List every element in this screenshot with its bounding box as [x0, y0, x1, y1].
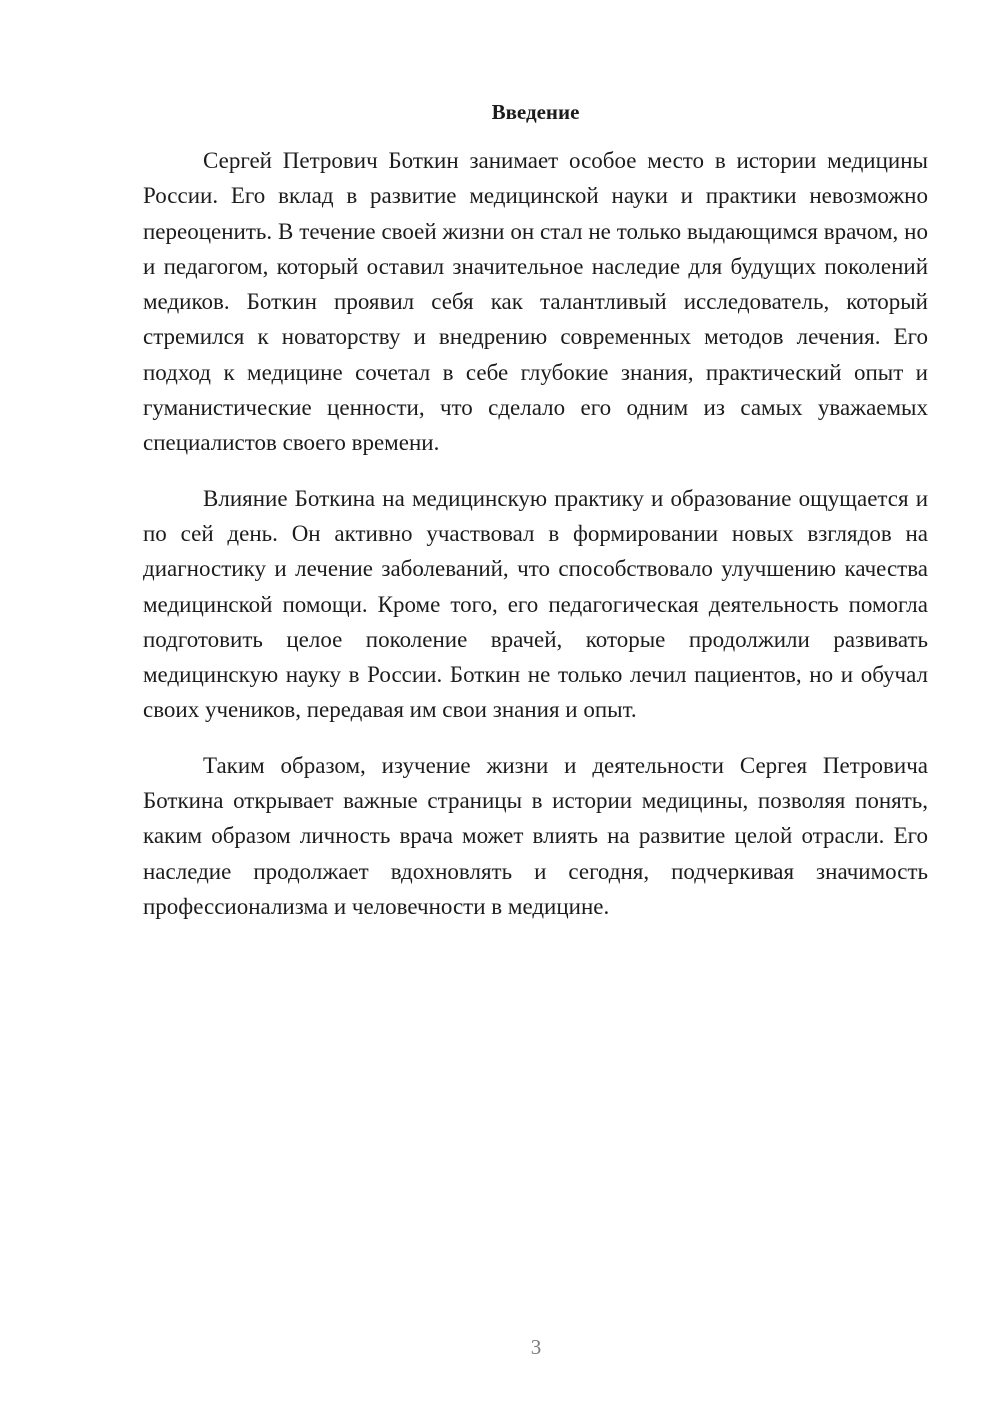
- paragraph-3: Таким образом, изучение жизни и деятельности Сергея Петровича Боткина открывает важные страницы в истории медицины, позволяя понять, каким образом личность врача может влиять на развитие целой отрасли. Его наследие продолжает вдохновлять и сегодня, подчеркивая значимость профессионализма и человечности в медицине.: [143, 752, 928, 919]
- section-heading: Введение: [491, 100, 580, 124]
- page-number: 3: [530, 1335, 542, 1359]
- paragraph-2: Влияние Боткина на медицинскую практику и образование ощущается и по сей день. Он активно участвовал в формировании новых взглядов на диагностику и лечение заболеваний, что способствовало улучшению качества медицинской помощи. Кроме того, его педагогическая деятельность помогла подготовить целое поколение врачей, которые продолжили развивать медицинскую науку в России. Боткин не только лечил пациентов, но и обучал своих учеников, передавая им свои знания и опыт.: [143, 485, 928, 723]
- paragraph-1: Сергей Петрович Боткин занимает особое место в истории медицины России. Его вклад в развитие медицинской науки и практики невозможно переоценить. В течение своей жизни он стал не только выдающимся врачом, но и педагогом, который оставил значительное наследие для будущих поколений медиков. Боткин проявил себя как талантливый исследователь, который стремился к новаторству и внедрению современных методов лечения. Его подход к медицине сочетал в себе глубокие знания, практический опыт и гуманистические ценности, что сделало его одним из самых уважаемых специалистов своего времени.: [143, 148, 928, 456]
- body-text: [143, 143, 928, 944]
